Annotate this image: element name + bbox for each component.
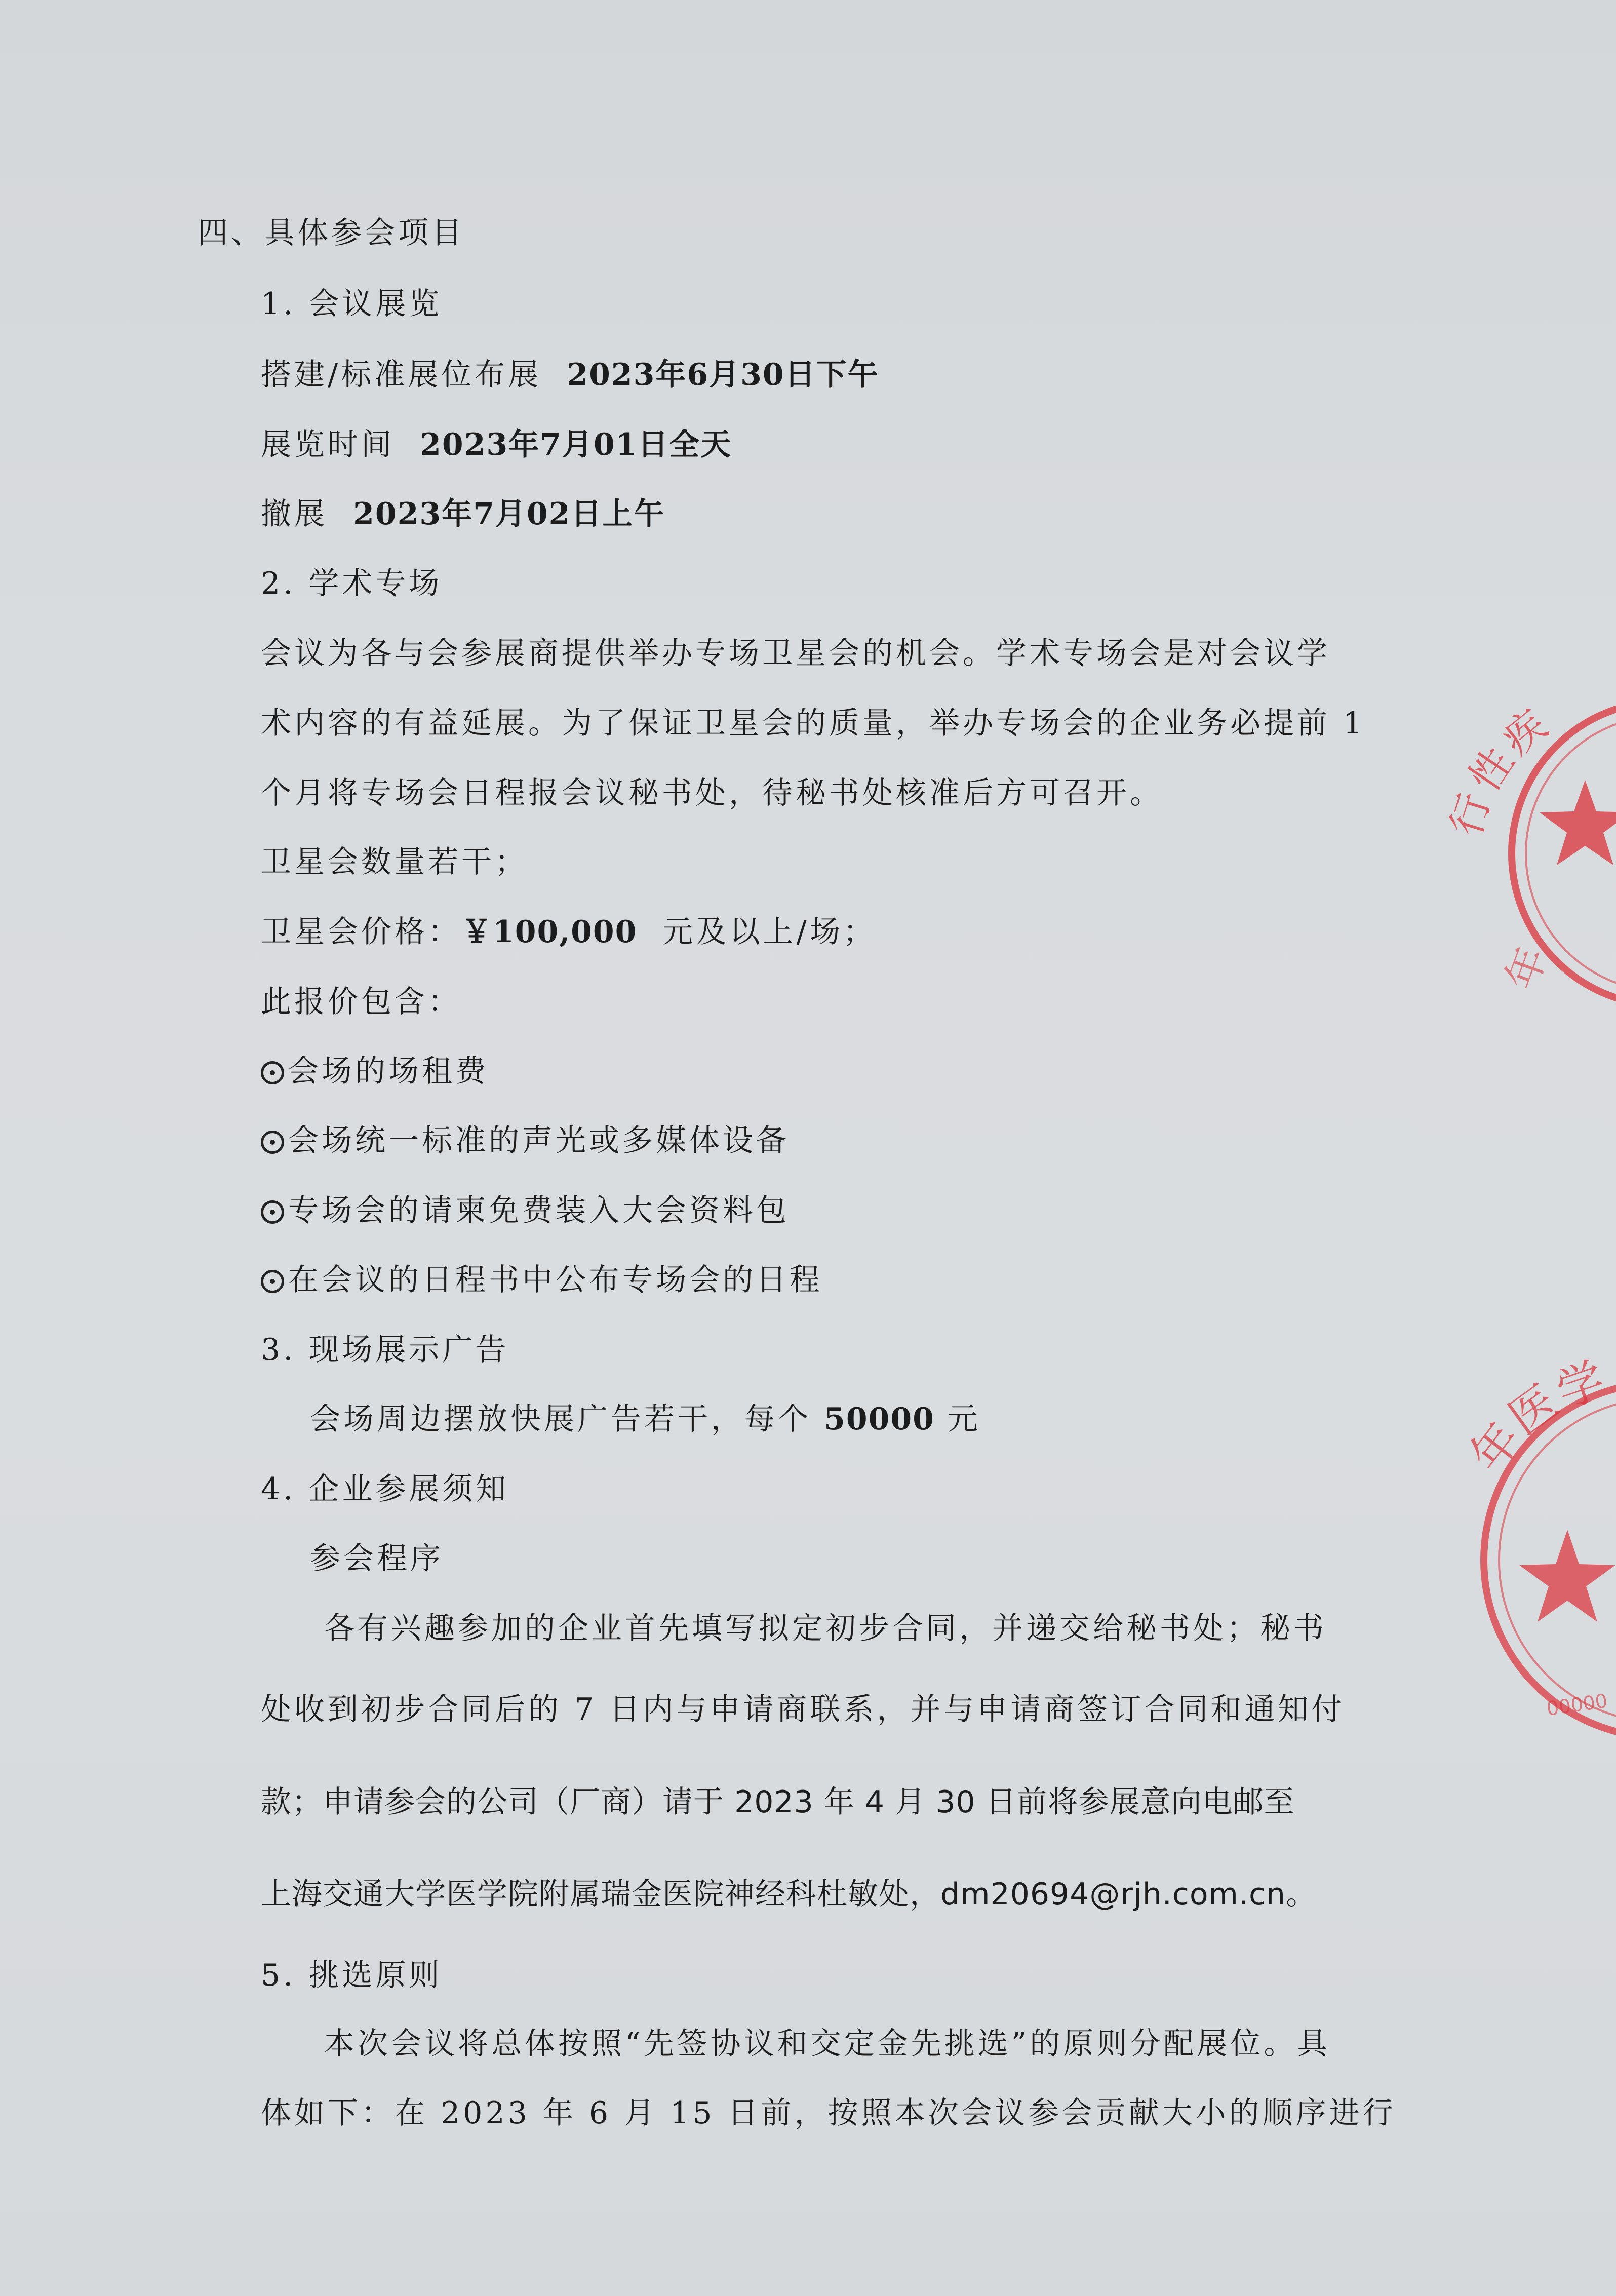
seal-star-icon [1519,1530,1615,1622]
price-suffix: 元及以上/场； [662,914,877,950]
teardown-date: 2023年7月02日上午 [353,496,665,532]
setup-line [261,355,879,395]
seal-star-icon [1540,780,1616,865]
include-item [261,1051,489,1092]
price-value: ￥100,000 [461,914,638,950]
item2-heading: 2. 学术专场 [261,566,443,601]
satellite-price-line [261,912,877,952]
item4-para-line: 款；申请参会的公司（厂商）请于 2023 年 4 月 30 日前将参展意向电邮至 [261,1784,1295,1820]
item3-heading: 3. 现场展示广告 [261,1332,509,1368]
include-item-text: 会场的场租费 [288,1054,489,1089]
circle-dot-bullet-icon [261,1131,284,1154]
include-item-text: 会场统一标准的声光或多媒体设备 [288,1123,790,1158]
item4-para-line: 上海交通大学医学院附属瑞金医院神经科杜敏处，dm20694@rjh.com.cn。 [261,1877,1317,1912]
teardown-line [261,494,665,534]
ad-text: 会场周边摆放快展广告若干，每个 [310,1402,811,1437]
section-heading: 四、具体参会项目 [198,215,465,251]
setup-label: 搭建/标准展位布展 [261,357,542,393]
item5-para-line: 体如下：在 2023 年 6 月 15 日前，按照本次会议参会贡献大小的顺序进行 [261,2095,1396,2131]
include-item [261,1260,823,1300]
item4-para-line: 各有兴趣参加的企业首先填写拟定初步合同，并递交给秘书处；秘书 [324,1611,1327,1646]
include-item-text: 专场会的请柬免费装入大会资料包 [288,1193,790,1228]
include-item-text: 在会议的日程书中公布专场会的日程 [288,1262,823,1298]
exhibit-date: 2023年7月01日全天 [420,427,732,462]
item2-para-line: 会议为各与会参展商提供举办专场卫星会的机会。学术专场会是对会议学 [261,636,1330,671]
exhibit-line [261,424,732,465]
exhibit-label: 展览时间 [261,427,395,462]
svg-text:行性疾 [1442,698,1559,841]
seal2-text: 年医学 [1460,1351,1613,1483]
seal1-text-bottom: 年 [1497,941,1557,996]
item4-para-line: 处收到初步合同后的 7 日内与申请商联系，并与申请商签订合同和通知付 [261,1692,1345,1727]
circle-dot-bullet-icon [261,1061,284,1084]
item2-para-line: 个月将专场会日程报会议秘书处，待秘书处核准后方可召开。 [261,775,1163,811]
include-item [261,1120,790,1161]
include-item [261,1190,790,1231]
item5-heading: 5. 挑选原则 [261,1958,443,1993]
item4-heading: 4. 企业参展须知 [261,1471,509,1507]
circle-dot-bullet-icon [261,1270,284,1293]
satellite-count-line: 卫星会数量若干； [261,844,528,880]
item3-text-line [310,1399,981,1439]
seal2-serial: 00000 [1545,1689,1609,1720]
red-seal-stamp [1460,1351,1616,1758]
red-seal-stamp [1442,679,1616,1033]
ad-price: 50000 [824,1402,935,1437]
item2-para-line: 术内容的有益延展。为了保证卫星会的质量，举办专场会的企业务必提前 1 [261,706,1366,741]
item4-subheading: 参会程序 [310,1541,444,1576]
seal1-text: 行性疾 [1442,698,1560,842]
circle-dot-bullet-icon [261,1200,284,1224]
teardown-label: 撤展 [261,496,328,532]
ad-unit: 元 [947,1402,981,1437]
svg-text:年医学 [1460,1351,1613,1482]
item5-para-line: 本次会议将总体按照“先签协议和交定金先挑选”的原则分配展位。具 [324,2026,1331,2061]
item1-heading: 1. 会议展览 [261,286,443,322]
includes-label: 此报价包含： [261,984,461,1020]
price-label: 卫星会价格： [261,914,461,950]
setup-date: 2023年6月30日下午 [567,357,879,393]
